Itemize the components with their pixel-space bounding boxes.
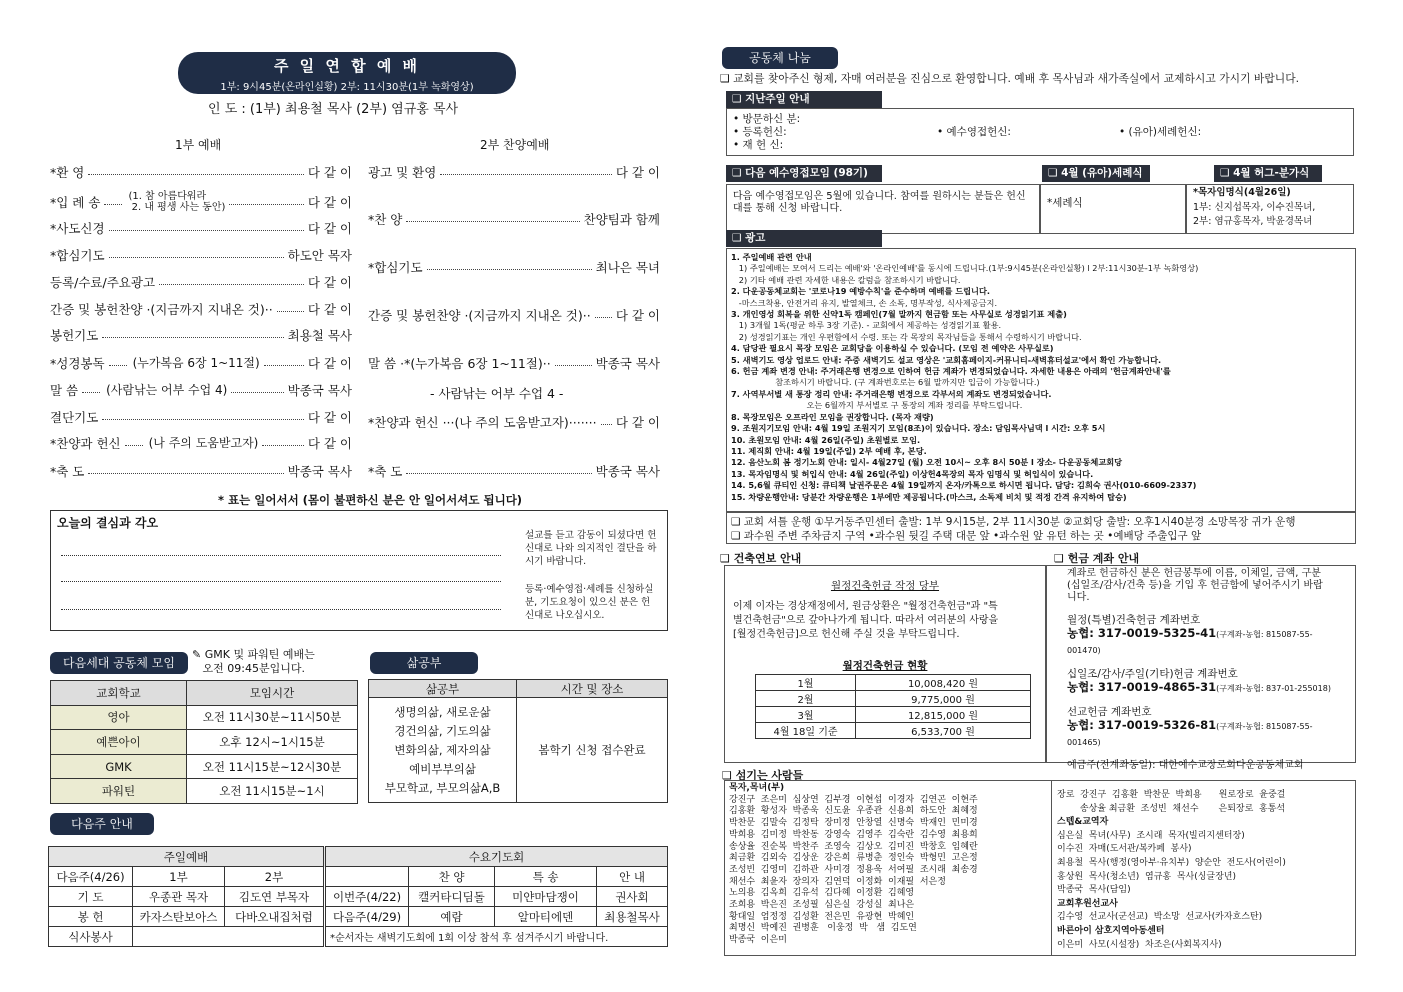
order-row <box>368 354 660 372</box>
lw-reg: • 등록헌신: <box>733 126 787 138</box>
order-label: 간증 및 봉헌찬양 ·(지금까지 지내온 것)·· <box>50 302 273 317</box>
nw-blank <box>325 867 409 887</box>
ad-item: 7. 사역부서별 새 통장 정리 안내: 주거래은행 변경으로 각부서의 계좌도 변경되었습니다. <box>731 388 1052 399</box>
service-title-banner <box>178 52 516 94</box>
leader-dots <box>555 365 592 366</box>
order-label: 말 씀 <box>50 383 79 398</box>
leader-dots <box>277 311 304 312</box>
nextgen-note: ✎ GMK 및 파워틴 예배는 오전 09:45분입니다. <box>192 648 315 675</box>
order-label: *찬 양 <box>368 212 403 227</box>
server-line: 송상율 진순복 박찬주 조영숙 김상오 김미진 박창호 임혜란 <box>729 841 978 852</box>
nw-cell: 예람 <box>409 907 495 927</box>
order-person: 다 같 이 <box>615 415 660 430</box>
samgong-title: 삶공부 <box>370 652 478 674</box>
leader-dots <box>102 419 304 420</box>
order-label: 봉헌기도 <box>50 328 99 343</box>
nw-ch3: 안 내 <box>597 867 668 887</box>
hug-line-1: 1부: 신지섭목자, 이수진목녀, <box>1193 201 1316 213</box>
nw-cell: 이번주(4/22) <box>325 887 409 907</box>
order-label: *입 례 송 <box>50 195 101 210</box>
order-row <box>50 219 352 237</box>
server-line: 심은실 목녀(사무) 조시래 목자(빌리지센터장) <box>1057 830 1245 841</box>
order-label: *찬양과 헌신 ···(나 주의 도움받고자)······· <box>368 415 597 430</box>
ad-item: 1. 주일예배 관련 안내 <box>731 252 812 262</box>
order-row <box>50 408 352 426</box>
leader-dots <box>595 317 612 318</box>
nextgen-table <box>50 680 358 804</box>
order-person: 최용철 목사 <box>287 328 352 343</box>
acc2-number: 농협: 317-0019-4865-31 <box>1067 680 1217 694</box>
order-label: *합심기도 <box>368 260 423 275</box>
nw-cell: 김도연 부목자 <box>225 887 325 907</box>
order-person: 다 같 이 <box>615 308 660 323</box>
leader-dots <box>159 284 304 285</box>
leader-dots <box>82 392 100 393</box>
leader-dots <box>262 445 303 446</box>
order-row <box>50 191 352 213</box>
leader-dots <box>125 445 143 446</box>
order-row <box>50 354 352 372</box>
ad-item: 14. 5,6월 큐티인 신청: 큐티책 날권주문은 4월 19일까지 온자/카톡으로 하시면 됩니다. 담당: 김희숙 권사(010-6609-2337) <box>731 480 1197 491</box>
resolve-line[interactable] <box>61 581 501 582</box>
samgong-item: 생명의삶, 새로운삶 <box>394 704 491 719</box>
nw-cell: 다음주(4/29) <box>325 907 409 927</box>
order-label: *성경봉독 <box>50 356 105 371</box>
lw-visit: • 방문하신 분: <box>733 113 801 125</box>
bt-amount: 12,815,000 원 <box>856 707 1031 723</box>
leader-dots <box>102 337 283 338</box>
sermon-subtitle: - 사람낚는 어부 수업 4 - <box>430 386 564 401</box>
leader-label: 인 도 : <box>208 102 246 117</box>
acc2-old: (구계좌-농협: 837-01-255018) <box>1216 684 1331 693</box>
leader-names: (1부) 최용철 목사 (2부) 염규홍 목사 <box>249 102 459 117</box>
order-row <box>368 462 660 480</box>
lw-jesus: • 예수영접헌신: <box>937 126 1011 138</box>
parking-info: ❑ 과수원 주변 주차금지 구역 •과수원 뒷길 주택 대문 앞 •과수원 앞 유턴 하는 곳 •예배당 주출입구 앞 <box>731 530 1202 542</box>
nextgen-time: 오전 11시15분~1시 <box>187 779 358 804</box>
samgong-h2: 시간 및 장소 <box>517 680 668 698</box>
ad-item: 4. 담당관 필요시 목장 모임은 교회당을 이용하실 수 있습니다. (모임 전 예약은 사무실로) <box>731 343 1054 354</box>
nw-cell: 카자스탄보아스 <box>133 907 225 927</box>
lw-bapt: • (유아)세례헌신: <box>1119 126 1202 138</box>
order-label: *합심기도 <box>50 248 105 263</box>
leader-dots <box>109 230 304 231</box>
nextgen-time: 오후 12시~1시15분 <box>187 730 358 755</box>
account-holder: 예금주(전계좌동일): 대한예수교장로회다운공동체교회 <box>1067 760 1304 771</box>
nextgen-name: 파워틴 <box>51 779 187 804</box>
resolve-title: 오늘의 결심과 각오 <box>57 516 159 530</box>
order-person: 다 같 이 <box>307 275 352 290</box>
servers-right <box>1057 789 1353 952</box>
acc2-line <box>1067 680 1335 696</box>
leader-dots <box>427 269 592 270</box>
bt-amount: 9,775,000 원 <box>856 691 1031 707</box>
nextgen-name: 예쁜아이 <box>51 730 187 755</box>
order-person: 박종국 목사 <box>595 356 660 371</box>
order-row <box>50 462 352 480</box>
account-head: ❑ 헌금 계좌 안내 <box>1054 552 1140 565</box>
leader-dots <box>440 174 611 175</box>
ad-item: 2. 다운공동체교회는 '코로나19 예방수칙'을 준수하며 예배를 드립니다. <box>731 286 990 297</box>
order-label: 광고 및 환영 <box>368 165 437 180</box>
nw-cell: 우종관 목자 <box>133 887 225 907</box>
order-label: *환 영 <box>50 165 85 180</box>
order-row <box>368 258 660 276</box>
server-line: 황대일 엄정정 김성환 전은민 유광현 박혜인 <box>729 911 915 922</box>
share-welcome: ❑ 교회를 찾아주신 형제, 자매 여러분을 진심으로 환영합니다. 예배 후 목사님과 새가족실에서 교제하시고 가시기 바랍니다. <box>720 72 1300 85</box>
ad-item: 8. 목장모임은 오프라인 모임을 권장합니다. (목자 재량) <box>731 411 934 422</box>
bt-month: 3월 <box>756 707 856 723</box>
server-line: 박종국 이은미 <box>729 935 787 946</box>
nw-cell <box>133 927 325 947</box>
leader-dots <box>406 221 579 222</box>
order-label: 간증 및 봉헌찬양 ·(지금까지 지내온 것)·· <box>368 308 591 323</box>
ad-item: 12. 음산노회 봄 정기노회 안내: 일시- 4월27일 (월) 오전 10시~ 오후 8시 50분 l 장소- 다운공동체교회당 <box>731 457 1123 468</box>
ad-item: 오는 6월까지 부서별로 구 통장의 계좌 정리를 부탁드립니다. <box>731 400 1023 411</box>
acc3-old: (구계좌-농협: 815087-55-001465) <box>1067 722 1313 747</box>
baptism-text: *세례식 <box>1047 197 1083 209</box>
service-title: 주 일 연 합 예 배 <box>273 57 421 75</box>
lastweek-box <box>726 108 1354 156</box>
account-intro: 계좌로 헌금하신 분은 헌금봉투에 이름, 이체일, 금액, 구분(십일조/감사/건축 등)을 기입 후 헌금함에 넣어주시기 바랍니다. <box>1067 568 1323 603</box>
nw-wed: 수요기도회 <box>325 847 668 867</box>
samgong-item: 변화의삶, 제자의삶 <box>394 742 491 757</box>
server-line: 스텝&교역자 <box>1057 817 1109 828</box>
order-label: *축 도 <box>368 464 403 479</box>
server-line: 이수진 자매(도서관/복카페 봉사) <box>1057 844 1192 855</box>
nextgen-time: 오전 11시15분~12시30분 <box>187 754 358 779</box>
ad-item: 3. 개인영성 회복을 위한 신약1독 캠페인(7월 말까지 현금함 또는 사무실로 성경읽기표 제출) <box>731 309 1067 320</box>
building-head: ❑ 건축연보 안내 <box>720 552 802 565</box>
servers-head: ❑ 섬기는 사람들 <box>722 769 804 782</box>
nextgen-name: 영아 <box>51 705 187 730</box>
bt-month: 4월 18일 기준 <box>756 723 856 739</box>
leader-dots <box>88 174 303 175</box>
samgong-item: 부모학교, 부모의삶A,B <box>384 780 501 795</box>
ad-item: 5. 새벽기도 영상 업로드 안내: 주중 새벽기도 설교 영상은 '교회홈페이지-커뮤니티-새벽휴터설교'에서 확인 가능합니다. <box>731 354 1162 365</box>
hug-title: *목자임명식(4월26일) <box>1193 187 1291 198</box>
ad-item: 15. 차량운행안내: 당분간 차량운행은 1부에만 제공됩니다.(마스크, 소독제 비치 및 적정 간격 유지하여 탑승) <box>731 491 1127 502</box>
servers-box <box>724 780 1356 956</box>
resolve-bullet-2: 등록·예수영접·세례를 신청하실 분, 기도요청이 있으신 분은 헌신대로 나오십시오. <box>525 584 654 621</box>
order-label: *찬양과 헌신 <box>50 436 121 451</box>
order-person: 최나은 목녀 <box>595 260 660 275</box>
order-label: 등록/수료/주요광고 <box>50 275 156 290</box>
server-line: 강진구 조은미 심상연 김부경 이현섭 이경자 김연곤 이현주 <box>729 794 978 805</box>
ad-item: -마스크착용, 안전거리 유지, 발열체크, 손 소독, 명부작성, 식사제공금지. <box>731 297 998 308</box>
shuttle-info: ❑ 교회 셔틀 운행 ①무거동주민센터 출발: 1부 9시15분, 2부 11시30분 ②교회당 출발: 오후1시40분경 소망목장 귀가 운행 <box>731 516 1296 528</box>
nw-cell: 캘커타디딤돌 <box>409 887 495 907</box>
ad-item: 13. 목자임명식 및 허입식 안내: 4월 26일(주일) 이상헌4목장의 목자 임명식 및 허입식이 있습니다. <box>731 468 1094 479</box>
order-person: 다 같 이 <box>307 356 352 371</box>
hug-head: ❑ 4월 허그-분가식 <box>1214 165 1322 182</box>
order-person: 찬양팀과 함께 <box>583 212 660 227</box>
server-line: 최명신 박예진 권병훈 이웅정 박 샘 김도연 <box>729 923 917 934</box>
order-row <box>368 163 660 181</box>
ads-box <box>726 248 1356 512</box>
order-person: 다 같 이 <box>307 195 352 210</box>
acc2-title: 십일조/감사/주일(기타)헌금 계좌번호 <box>1067 668 1238 680</box>
samgong-h1: 삶공부 <box>369 680 517 698</box>
order-row <box>50 163 352 181</box>
samgong-list <box>369 698 517 803</box>
baptism-head: ❑ 4월 (유아)세례식 <box>1042 165 1150 182</box>
ads-list <box>731 252 1351 503</box>
order-person: 박종국 목사 <box>595 464 660 479</box>
leader-dots <box>109 257 284 258</box>
resolve-bullet-1: 설교를 듣고 감동이 되셨다면 헌신대로 나와 의지적인 결단을 하시기 바랍니다. <box>525 530 657 567</box>
order-row <box>50 381 352 399</box>
server-line: 박찬문 김말숙 김정탁 장미정 안창열 신명숙 박재인 민미경 <box>729 818 978 829</box>
order-person: 하도안 목자 <box>287 248 352 263</box>
server-line: 바른아이 삼호지역아동센터 <box>1057 925 1165 936</box>
order-detail: (나 주의 도움받고자) <box>148 435 259 450</box>
bt-amount: 6,533,700 원 <box>856 723 1031 739</box>
order-row <box>368 306 660 324</box>
building-status: 월정건축헌금 현황 <box>842 660 928 672</box>
nextgen-h1: 교회학교 <box>51 681 187 706</box>
server-line: 교회후원선교사 <box>1057 898 1118 909</box>
leader-dots <box>231 392 283 393</box>
ad-item: 9. 조원지기모임 안내: 4월 19일 조원지기 모임(8조)이 있습니다. 장소: 담임목사님댁 l 시간: 오후 5시 <box>731 423 1106 434</box>
acc1-title: 월정(특별)건축헌금 계좌번호 <box>1067 614 1201 626</box>
hug-line-2: 2부: 염규홍목자, 박윤경목녀 <box>1193 216 1313 227</box>
acc3-number: 농협: 317-0019-5326-81 <box>1067 718 1217 732</box>
baptism-box <box>1040 184 1186 234</box>
server-line: 목자,목녀(부) <box>729 783 785 793</box>
server-line: 노의용 김옥희 김유석 김다혜 이정환 김혜영 <box>729 888 915 899</box>
order-label: 말 씀 ·*(누가복음 6장 1~11절)·· <box>368 356 551 371</box>
order-label: *축 도 <box>50 464 85 479</box>
nw-ch1: 찬 양 <box>409 867 495 887</box>
building-box <box>724 565 1046 763</box>
order-person: 다 같 이 <box>307 302 352 317</box>
order-row <box>368 210 660 228</box>
server-line: 조희용 박은진 조성필 심은실 강성실 최나은 <box>729 900 915 911</box>
bt-month: 2월 <box>756 691 856 707</box>
lw-give: • 재 헌 신: <box>733 139 784 151</box>
nw-c2: 2부 <box>225 867 325 887</box>
server-line: 홍상원 목사(청소년) 염규홍 목사(싱글장년) <box>1057 871 1237 882</box>
order-person: 다 같 이 <box>307 221 352 236</box>
ad-item: 1) 3개월 1독(평균 하루 3장 기준). - 교회에서 제공하는 성경읽기표 활용. <box>731 320 1002 331</box>
order-row <box>50 434 352 452</box>
service-times: 1부: 9시45분(온라인실황) 2부: 11시30분(1부 녹화영상) <box>220 82 474 93</box>
order-row <box>50 246 352 264</box>
nextgen-h2: 모임시간 <box>187 681 358 706</box>
bt-month: 1월 <box>756 675 856 691</box>
hug-box <box>1186 184 1354 234</box>
servers-left <box>729 783 1049 947</box>
samgong-table <box>368 679 668 803</box>
nw-note: *순서자는 새벽기도회에 1회 이상 참석 후 섬겨주시기 바랍니다. <box>325 927 668 947</box>
nextjesus-head: ❑ 다음 예수영접모임 (98기) <box>726 165 882 182</box>
nw-sunday: 주일예배 <box>49 847 325 867</box>
first-service-head: 1부 예배 <box>175 138 222 152</box>
leader-dots <box>88 473 283 474</box>
acc3-line <box>1067 718 1335 750</box>
ad-item: 11. 제직회 안내: 4월 19일(주일) 2부 예배 후, 본당. <box>731 445 927 456</box>
order-person: 박종국 목사 <box>287 464 352 479</box>
acc3-title: 선교헌금 계좌번호 <box>1067 706 1152 718</box>
nw-next: 다음주(4/26) <box>49 867 133 887</box>
ad-item: 참조하시기 바랍니다. (구 계좌번호로는 6월 말까지만 입금이 가능합니다.) <box>731 377 1040 388</box>
lastweek-head: ❑ 지난주일 안내 <box>726 91 882 108</box>
leader-dots <box>264 365 304 366</box>
account-box <box>1046 565 1356 771</box>
server-line: 박종국 목사(담임) <box>1057 885 1131 896</box>
acc1-old: (구계좌-농협: 815087-55-001470) <box>1067 630 1313 655</box>
building-text: 이제 이자는 경상재정에서, 원금상환은 "월정건축헌금"과 "특별건축헌금"으로 갚아나가게 됩니다. 따라서 여러분의 사랑을 [월정건축헌금]으로 헌신해 주실 것을 부탁드립니다. <box>733 601 999 640</box>
order-person: 박종국 목사 <box>287 383 352 398</box>
leader-dots <box>406 473 591 474</box>
nw-cell: 식사봉사 <box>49 927 133 947</box>
nextweek-title: 다음주 안내 <box>50 813 154 835</box>
nw-cell: 봉 헌 <box>49 907 133 927</box>
leader-dots <box>109 365 127 366</box>
server-line: 최금환 김외숙 김상운 강은희 류병춘 정인숙 박형민 고은정 <box>729 853 978 864</box>
resolve-line[interactable] <box>61 609 501 610</box>
server-line: 이은미 사모(시설장) 차조은(사회복지사) <box>1057 939 1222 950</box>
nw-ch2: 특 송 <box>495 867 597 887</box>
order-label: *사도신경 <box>50 221 105 236</box>
leader-dots <box>229 204 303 205</box>
order-detail: (사람낚는 어부 수업 4) <box>106 382 228 397</box>
order-person: 다 같 이 <box>615 165 660 180</box>
nw-c1: 1부 <box>133 867 225 887</box>
order-detail: (누가복음 6장 1~11절) <box>132 355 260 370</box>
samgong-item: 경건의삶, 기도의삶 <box>394 723 491 738</box>
ad-item: 6. 헌금 계좌 변경 안내: 주거래은행 변경으로 인하여 헌금 계좌가 변경되었습니다. 자세한 내용은 아래의 '헌금계좌안내'를 <box>731 366 1171 377</box>
order-person: 다 같 이 <box>307 436 352 451</box>
parking-box <box>726 512 1356 544</box>
ad-item: 10. 초원모임 안내: 4월 26일(주일) 초원별로 모임. <box>731 434 921 445</box>
ad-item: 2) 성경읽기표는 개인 우편함에서 수령. 또는 각 목장의 목자님들을 통해서 수령하시기 바랍니다. <box>731 331 1082 342</box>
building-table <box>755 674 1031 739</box>
leader-line <box>208 98 458 117</box>
share-title: 공동체 나눔 <box>722 47 838 69</box>
nw-cell: 기 도 <box>49 887 133 907</box>
servers-divider <box>1051 781 1052 955</box>
nw-cell: 다바오내집처럼 <box>225 907 325 927</box>
ad-item: 1) 주일예배는 모여서 드리는 예배'와 '온라인예배'를 동시에 드립니다.(1부:9시45분(온라인실황) l 2부:11시30분-1부 녹화영상) <box>731 263 1199 274</box>
server-line: 박희용 김미정 박찬동 강영숙 김영주 김숙란 김수영 최용희 <box>729 829 978 840</box>
order-row <box>50 300 352 318</box>
ad-item: 2) 기타 예배 관련 자세한 내용은 칼럼을 참조하시기 바랍니다. <box>731 274 961 285</box>
nw-cell: 최용철목사 <box>597 907 668 927</box>
order-person: 다 같 이 <box>307 410 352 425</box>
nextgen-title: 다음세대 공동체 모임 <box>50 652 188 674</box>
standing-note: * 표는 일어서서 (몸이 불편하신 분은 안 일어서셔도 됩니다) <box>218 493 523 507</box>
order-row <box>50 273 352 291</box>
ads-head: ❑ 광고 <box>726 230 882 247</box>
server-line: 최용철 목사(행정(영아부·유치부) 양순안 전도사(어린이) <box>1057 857 1286 868</box>
second-service-head: 2부 찬양예배 <box>480 138 550 152</box>
order-detail: (1. 참 아름다워라 2. 내 평생 사는 동안) <box>128 191 226 213</box>
nextgen-time: 오전 11시30분~11시50분 <box>187 705 358 730</box>
leader-dots <box>104 204 122 205</box>
samgong-item: 예비부부의삶 <box>409 761 476 776</box>
acc1-line <box>1067 626 1335 658</box>
building-sub: 월정건축헌금 작정 당부 <box>830 580 940 592</box>
nw-cell: 알마티에덴 <box>495 907 597 927</box>
order-row <box>368 413 660 431</box>
nw-cell: 권사회 <box>597 887 668 907</box>
samgong-time: 봄학기 신청 접수완료 <box>517 698 668 803</box>
nextjesus-text: 다음 예수영접모임은 5월에 있습니다. 참여를 원하시는 분들은 헌신대를 통해 신청 바랍니다. <box>733 191 1026 214</box>
nextgen-name: GMK <box>51 754 187 779</box>
server-line: 채선수 최윤자 장의자 김연덕 이정화 이재필 서은정 <box>729 876 946 887</box>
server-line: 장로 강진구 김홍환 박찬문 박희용 원로장로 윤중걸 <box>1057 790 1286 800</box>
order-row <box>50 326 352 344</box>
bt-amount: 10,008,420 원 <box>856 675 1031 691</box>
leader-dots <box>601 424 612 425</box>
server-line: 조성빈 김영미 김하관 사미경 정용욱 서여필 조시래 최송경 <box>729 864 978 875</box>
order-person: 다 같 이 <box>307 165 352 180</box>
server-line: 송상율 최금환 조성빈 채선수 은퇴장로 홍통석 <box>1057 803 1286 814</box>
server-line: 김홍환 황성자 박종욱 신도윤 우종관 신용희 하도안 최혜정 <box>729 806 978 817</box>
server-line: 김수영 선교사(군선교) 박소망 선교사(카자흐스탄) <box>1057 912 1263 923</box>
nextweek-table <box>48 846 668 947</box>
nw-cell: 미얀마담쟁이 <box>495 887 597 907</box>
nextjesus-box <box>726 184 1040 234</box>
acc1-number: 농협: 317-0019-5325-41 <box>1067 626 1217 640</box>
resolve-line[interactable] <box>61 555 501 556</box>
resolve-box <box>50 510 668 631</box>
order-label: 결단기도 <box>50 410 99 425</box>
